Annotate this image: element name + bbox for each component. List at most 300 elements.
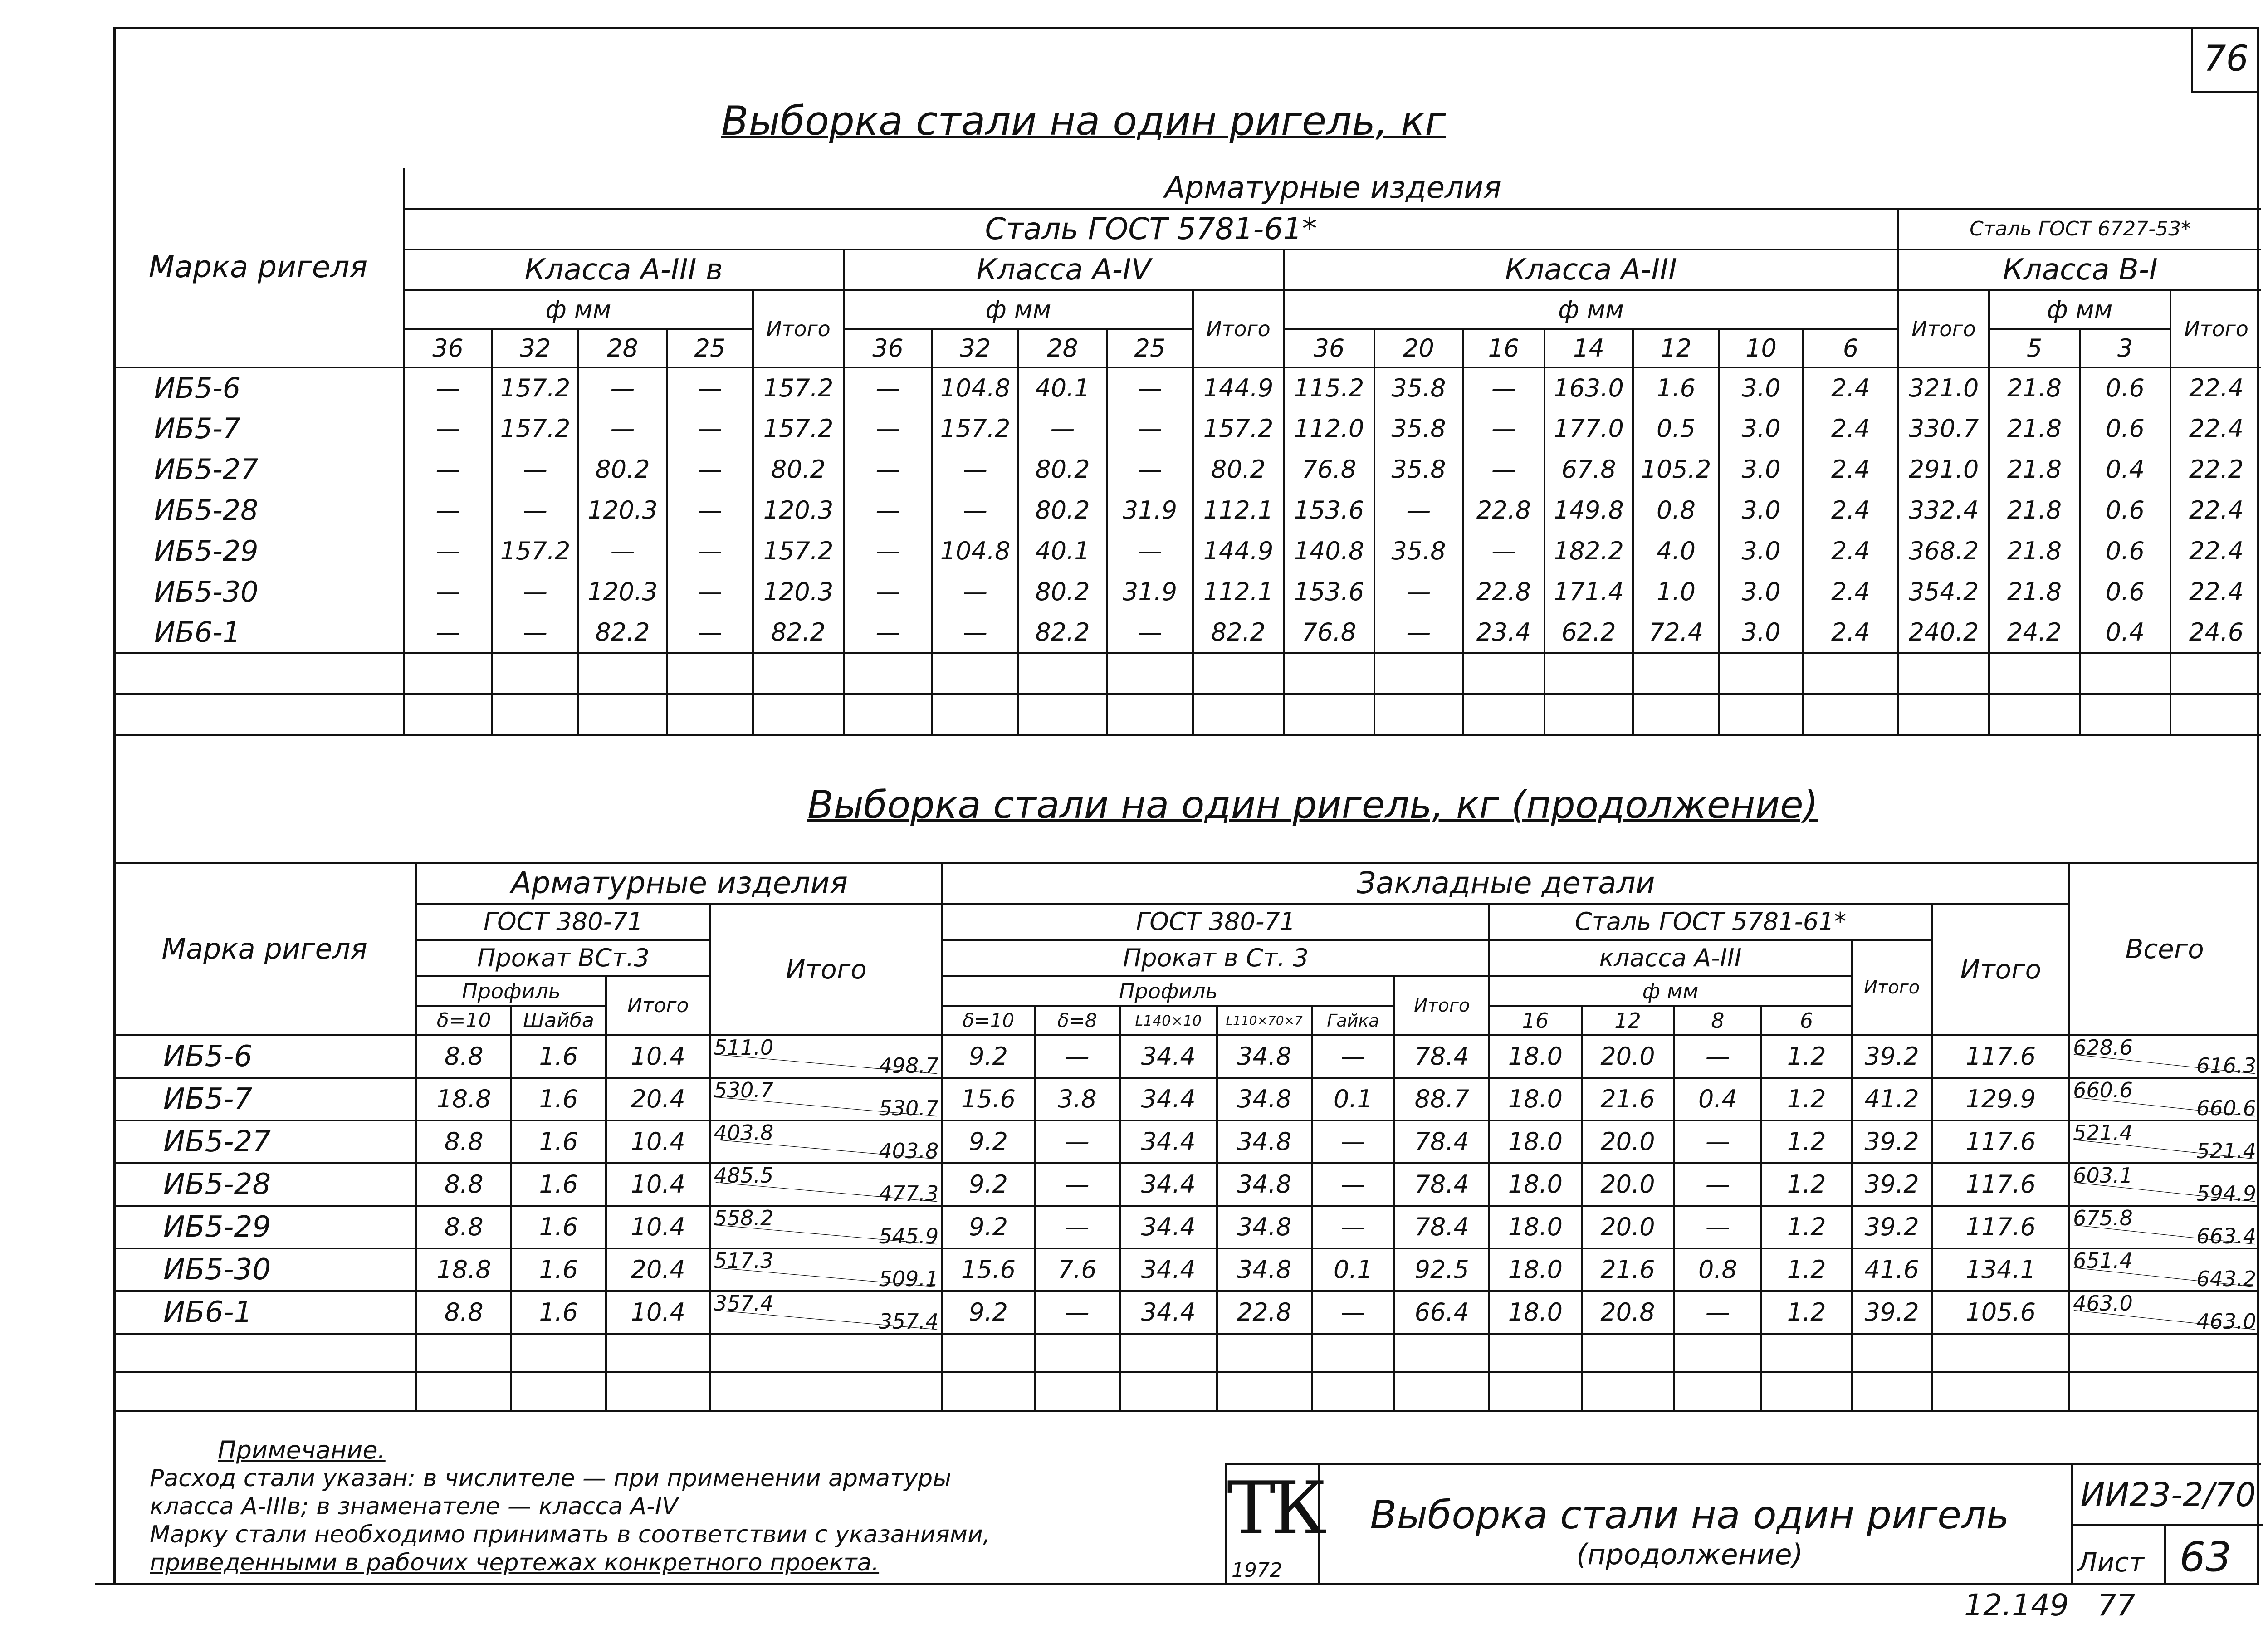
t2-cell: 18.0 <box>1489 1035 1582 1078</box>
t1-cell: 321.0 <box>1898 367 1989 408</box>
t1-cell: — <box>667 531 753 572</box>
t1-empty-cell <box>1284 694 1374 735</box>
t1-cell: 3.0 <box>1719 490 1803 531</box>
t2-cell: — <box>1674 1206 1761 1248</box>
t1-cell: — <box>404 449 492 490</box>
t2-cell: 15.6 <box>942 1248 1035 1291</box>
t1-cell: — <box>404 531 492 572</box>
t2-cell: 1.2 <box>1761 1248 1851 1291</box>
t2-fraction-arm <box>710 1291 943 1334</box>
t2-cell: 1.2 <box>1761 1291 1851 1334</box>
t1-empty-cell <box>932 653 1018 694</box>
t1-row-marka: ИБ5-27 <box>113 449 404 490</box>
t2-empty-cell <box>606 1372 710 1411</box>
t1-cell: 72.4 <box>1633 612 1719 653</box>
t2-empty-cell <box>942 1334 1035 1372</box>
t2-empty-cell <box>1582 1334 1674 1372</box>
t2-cell: — <box>1312 1120 1395 1163</box>
fraction-denominator: 477.3 <box>879 1181 939 1206</box>
t1-cell: 76.8 <box>1284 449 1374 490</box>
t1-col: 32 <box>492 329 578 367</box>
t1-col: 16 <box>1463 329 1545 367</box>
t1-cell: 332.4 <box>1898 490 1989 531</box>
t2-hdr-gost380b: ГОСТ 380-71 <box>942 904 1489 940</box>
t2-empty-cell <box>1852 1334 1932 1372</box>
t1-cell: — <box>667 490 753 531</box>
t1-cell: 0.6 <box>2080 572 2170 612</box>
t2-empty-cell <box>1035 1372 1120 1411</box>
t1-cell: 4.0 <box>1633 531 1719 572</box>
t1-empty-cell <box>1545 694 1633 735</box>
t2-cell: 1.6 <box>511 1291 606 1334</box>
t1-cell: — <box>492 612 578 653</box>
t1-hdr-marka: Марка ригеля <box>113 168 404 367</box>
t2-cell: 1.6 <box>511 1120 606 1163</box>
t2-cell: 1.2 <box>1761 1078 1851 1120</box>
t2-cell: — <box>1312 1291 1395 1334</box>
t2-row <box>113 1248 2259 1291</box>
t1-row <box>113 367 2261 408</box>
note-line-4: приведенными в рабочих чертежах конкретного проекта. <box>150 1549 880 1576</box>
t1-cell: 2.4 <box>1803 449 1898 490</box>
t2-cell: 78.4 <box>1394 1120 1489 1163</box>
t2-cell: 10.4 <box>606 1163 710 1206</box>
t1-empty-cell <box>1463 694 1545 735</box>
fraction-denominator: 509.1 <box>879 1267 939 1291</box>
t1-empty-cell <box>1989 653 2080 694</box>
fraction-numerator: 530.7 <box>714 1078 774 1102</box>
t1-cell: — <box>1463 408 1545 449</box>
t2-cell: 9.2 <box>942 1206 1035 1248</box>
t1-cell: 40.1 <box>1018 531 1107 572</box>
t2-empty-cell <box>1932 1372 2069 1411</box>
t2-cell: 20.0 <box>1582 1035 1674 1078</box>
t1-empty-cell <box>2170 653 2261 694</box>
t2-fraction-vsego <box>2069 1248 2259 1291</box>
t2-empty-cell <box>1394 1334 1489 1372</box>
table1-title: Выборка стали на один ригель, кг <box>721 98 1446 144</box>
t2-cell: 39.2 <box>1852 1035 1932 1078</box>
t1-cell: 3.0 <box>1719 531 1803 572</box>
t1-cell: 120.3 <box>753 490 844 531</box>
stamp-logo: ТК <box>1227 1466 1323 1551</box>
t1-empty-cell <box>1374 653 1463 694</box>
t2-hdr-class: класса А-III <box>1489 940 1852 976</box>
t2-empty-row <box>113 1372 2259 1411</box>
t2-cell: 18.0 <box>1489 1248 1582 1291</box>
t1-cell: — <box>404 367 492 408</box>
t1-cell: 0.5 <box>1633 408 1719 449</box>
t1-cell: — <box>844 490 932 531</box>
t1-cell: 80.2 <box>1018 490 1107 531</box>
t1-cell: 0.6 <box>2080 367 2170 408</box>
t1-cell: 0.4 <box>2080 449 2170 490</box>
t1-cell: 2.4 <box>1803 531 1898 572</box>
t2-cell: 39.2 <box>1852 1206 1932 1248</box>
t1-cell: 82.2 <box>1193 612 1284 653</box>
t1-empty-cell <box>1018 694 1107 735</box>
t1-hdr-class1: Класса А-III в <box>404 250 844 290</box>
t2-cell: 1.6 <box>511 1206 606 1248</box>
t1-col: 25 <box>1107 329 1193 367</box>
t2-col-b: δ=10 <box>942 1006 1035 1035</box>
t1-cell: 177.0 <box>1545 408 1633 449</box>
t1-cell: — <box>1463 367 1545 408</box>
t2-cell: 9.2 <box>942 1291 1035 1334</box>
t2-col-c: 8 <box>1674 1006 1761 1035</box>
t1-cell: 21.8 <box>1989 449 2080 490</box>
t2-col-b: L140×10 <box>1120 1006 1217 1035</box>
t2-cell: 21.6 <box>1582 1078 1674 1120</box>
t1-cell: 120.3 <box>578 572 667 612</box>
t2-cell: 34.8 <box>1217 1035 1312 1078</box>
t2-hdr-profil-b: Профиль <box>942 976 1394 1006</box>
t1-cell: 104.8 <box>932 531 1018 572</box>
stamp-title-1: Выборка стали на один ригель <box>1370 1492 2009 1538</box>
t2-row <box>113 1078 2259 1120</box>
t2-hdr-prokat-b: Прокат в Ст. 3 <box>942 940 1489 976</box>
t2-empty-cell <box>1932 1334 2069 1372</box>
t1-cell: — <box>1374 490 1463 531</box>
t1-cell: 120.3 <box>578 490 667 531</box>
t1-empty-cell <box>753 653 844 694</box>
t2-empty-cell <box>416 1334 511 1372</box>
t1-cell: 2.4 <box>1803 490 1898 531</box>
t1-row <box>113 531 2261 572</box>
t2-cell: 0.4 <box>1674 1078 1761 1120</box>
t2-empty-cell <box>1489 1372 1582 1411</box>
t2-row <box>113 1035 2259 1078</box>
t2-cell: — <box>1674 1163 1761 1206</box>
t1-cell: 3.0 <box>1719 408 1803 449</box>
t1-cell: 354.2 <box>1898 572 1989 612</box>
t1-hdr-arm: Арматурные изделия <box>404 168 2261 209</box>
t1-cell: 31.9 <box>1107 572 1193 612</box>
fraction-denominator: 403.8 <box>879 1139 939 1163</box>
t1-cell: — <box>1107 531 1193 572</box>
t1-row <box>113 572 2261 612</box>
t2-cell: 34.4 <box>1120 1291 1217 1334</box>
t1-empty-cell <box>1193 653 1284 694</box>
t1-cell: 31.9 <box>1107 490 1193 531</box>
t2-cell: 18.0 <box>1489 1291 1582 1334</box>
t1-col: 6 <box>1803 329 1898 367</box>
t1-cell: — <box>844 408 932 449</box>
t2-hdr-profil-a: Профиль <box>416 976 606 1006</box>
t2-cell: 20.0 <box>1582 1206 1674 1248</box>
t1-cell: — <box>844 612 932 653</box>
t1-empty-cell <box>1193 694 1284 735</box>
t1-cell: 40.1 <box>1018 367 1107 408</box>
t2-empty-cell <box>416 1372 511 1411</box>
fraction-numerator: 521.4 <box>2073 1120 2133 1145</box>
t1-empty-cell <box>1463 653 1545 694</box>
note-title: Примечание. <box>218 1436 386 1464</box>
t1-cell: 153.6 <box>1284 490 1374 531</box>
t2-cell: 1.6 <box>511 1078 606 1120</box>
t2-cell-itogo: 117.6 <box>1932 1163 2069 1206</box>
t2-empty-cell <box>1217 1334 1312 1372</box>
t1-cell: — <box>578 408 667 449</box>
t1-cell: 82.2 <box>578 612 667 653</box>
t1-cell: — <box>1374 572 1463 612</box>
t2-col-c: 16 <box>1489 1006 1582 1035</box>
t1-col: 28 <box>1018 329 1107 367</box>
t2-row-marka: ИБ5-7 <box>113 1078 416 1120</box>
t2-empty-cell <box>1674 1372 1761 1411</box>
t2-empty-cell <box>1761 1334 1851 1372</box>
t1-cell: 35.8 <box>1374 408 1463 449</box>
t1-cell: 240.2 <box>1898 612 1989 653</box>
t1-empty-cell <box>1107 694 1193 735</box>
t1-hdr-steel: Сталь ГОСТ 5781-61* <box>404 209 1898 250</box>
t2-cell: — <box>1312 1206 1395 1248</box>
t2-cell: — <box>1035 1035 1120 1078</box>
t2-fraction-vsego <box>2069 1078 2259 1120</box>
t1-cell: 149.8 <box>1545 490 1633 531</box>
fraction-denominator: 498.7 <box>879 1053 939 1078</box>
t2-cell: — <box>1035 1206 1120 1248</box>
t2-hdr-itogo-b: Итого <box>1394 976 1489 1035</box>
t2-row <box>113 1206 2259 1248</box>
t2-row <box>113 1163 2259 1206</box>
t2-cell: 78.4 <box>1394 1163 1489 1206</box>
t1-cell: 291.0 <box>1898 449 1989 490</box>
t1-cell: — <box>667 612 753 653</box>
t2-hdr-gost380a: ГОСТ 380-71 <box>416 904 710 940</box>
t1-cell: 22.8 <box>1463 572 1545 612</box>
t2-hdr-itogo-a2: Итого <box>606 976 710 1035</box>
t1-cell: 24.6 <box>2170 612 2261 653</box>
t2-fraction-arm <box>710 1248 943 1291</box>
t1-cell: 157.2 <box>1193 408 1284 449</box>
t2-empty-cell <box>1217 1372 1312 1411</box>
t1-empty-cell <box>1719 694 1803 735</box>
t2-fraction-vsego <box>2069 1291 2259 1334</box>
t2-empty-cell <box>2069 1334 2259 1372</box>
t2-cell: 9.2 <box>942 1035 1035 1078</box>
t1-col: 32 <box>932 329 1018 367</box>
t2-cell: 8.8 <box>416 1291 511 1334</box>
t2-cell: 8.8 <box>416 1163 511 1206</box>
t2-fraction-arm <box>710 1035 943 1078</box>
t1-empty-cell <box>113 653 404 694</box>
t1-cell: — <box>932 449 1018 490</box>
t2-cell: 39.2 <box>1852 1163 1932 1206</box>
t2-hdr-vsego: Всего <box>2069 863 2259 1035</box>
t2-cell: 39.2 <box>1852 1291 1932 1334</box>
t2-empty-cell <box>710 1372 943 1411</box>
t2-cell: 41.2 <box>1852 1078 1932 1120</box>
t2-cell: 34.8 <box>1217 1206 1312 1248</box>
t2-cell-itogo: 117.6 <box>1932 1206 2069 1248</box>
t2-cell: — <box>1674 1291 1761 1334</box>
t2-empty-cell <box>1761 1372 1851 1411</box>
t2-empty-cell <box>1035 1334 1120 1372</box>
t1-empty-cell <box>1284 653 1374 694</box>
fraction-denominator: 463.0 <box>2196 1309 2256 1334</box>
t2-cell: 88.7 <box>1394 1078 1489 1120</box>
t2-cell: — <box>1312 1163 1395 1206</box>
t2-fraction-arm <box>710 1078 943 1120</box>
t2-cell: 15.6 <box>942 1078 1035 1120</box>
t1-empty-cell <box>667 653 753 694</box>
t2-cell: 34.4 <box>1120 1120 1217 1163</box>
t1-empty-cell <box>2080 653 2170 694</box>
t1-empty-cell <box>1633 694 1719 735</box>
t2-col-a: Шайба <box>511 1006 606 1035</box>
stamp-title-2: (продолжение) <box>1576 1538 1803 1571</box>
t2-cell: 34.4 <box>1120 1248 1217 1291</box>
t2-empty-cell <box>1120 1372 1217 1411</box>
t2-row-marka: ИБ5-27 <box>113 1120 416 1163</box>
t1-cell: 80.2 <box>753 449 844 490</box>
t2-cell: 8.8 <box>416 1120 511 1163</box>
t1-cell: 182.2 <box>1545 531 1633 572</box>
t1-cell: 104.8 <box>932 367 1018 408</box>
t2-row-marka: ИБ5-29 <box>113 1206 416 1248</box>
t1-cell: — <box>667 367 753 408</box>
fraction-numerator: 660.6 <box>2073 1078 2133 1102</box>
fraction-numerator: 628.6 <box>2073 1035 2133 1060</box>
t2-cell: 1.2 <box>1761 1120 1851 1163</box>
t1-cell: — <box>404 612 492 653</box>
t1-col: 36 <box>1284 329 1374 367</box>
t2-cell-itogo: 105.6 <box>1932 1291 2069 1334</box>
fraction-denominator: 663.4 <box>2196 1224 2256 1248</box>
sheet-number-box <box>2191 27 2259 93</box>
t1-cell: — <box>578 367 667 408</box>
t2-cell: 1.2 <box>1761 1163 1851 1206</box>
t2-cell: 8.8 <box>416 1206 511 1248</box>
t2-cell: 34.4 <box>1120 1206 1217 1248</box>
t1-empty-cell <box>578 653 667 694</box>
fraction-denominator: 357.4 <box>879 1309 939 1334</box>
t1-cell: 22.4 <box>2170 531 2261 572</box>
stamp-right <box>2071 1465 2263 1585</box>
t1-cell: — <box>844 572 932 612</box>
fraction-numerator: 517.3 <box>714 1248 774 1273</box>
t2-hdr-marka: Марка ригеля <box>113 863 416 1035</box>
t2-hdr-arm: Арматурные изделия <box>416 863 942 904</box>
t1-cell: — <box>404 408 492 449</box>
t2-fraction-arm <box>710 1163 943 1206</box>
t1-cell: 112.1 <box>1193 572 1284 612</box>
t1-empty-cell <box>404 653 492 694</box>
t1-cell: 330.7 <box>1898 408 1989 449</box>
t2-cell: 18.8 <box>416 1248 511 1291</box>
t1-hdr-class3: Класса А-III <box>1284 250 1898 290</box>
stamp-list-num: 63 <box>2180 1533 2232 1581</box>
t1-cell: 80.2 <box>1193 449 1284 490</box>
t1-cell: — <box>667 572 753 612</box>
t1-cell: 105.2 <box>1633 449 1719 490</box>
t2-hdr-zakl: Закладные детали <box>942 863 2069 904</box>
t2-cell: 1.2 <box>1761 1206 1851 1248</box>
t1-col: 14 <box>1545 329 1633 367</box>
t2-empty-row <box>113 1334 2259 1372</box>
t1-cell: 157.2 <box>492 408 578 449</box>
t1-cell: 153.6 <box>1284 572 1374 612</box>
t1-cell: 35.8 <box>1374 531 1463 572</box>
t2-empty-cell <box>1312 1334 1395 1372</box>
t2-cell: 10.4 <box>606 1291 710 1334</box>
t1-cell: 157.2 <box>753 531 844 572</box>
t1-cell: 35.8 <box>1374 367 1463 408</box>
t1-cell: 21.8 <box>1989 408 2080 449</box>
t1-cell: 23.4 <box>1463 612 1545 653</box>
t1-cell: — <box>1463 531 1545 572</box>
t1-cell: 140.8 <box>1284 531 1374 572</box>
t1-empty-cell <box>1898 694 1989 735</box>
t1-cell: 76.8 <box>1284 612 1374 653</box>
t1-empty-cell <box>667 694 753 735</box>
t1-cell: 163.0 <box>1545 367 1633 408</box>
note-line-2: класса А-IIIв; в знаменателе — класса А-IV <box>150 1493 678 1520</box>
t1-row-marka: ИБ5-7 <box>113 408 404 449</box>
t2-cell: 8.8 <box>416 1035 511 1078</box>
t1-hdr-steel2: Сталь ГОСТ 6727-53* <box>1898 209 2261 250</box>
t1-hdr-phi-4: ф мм <box>1989 290 2170 329</box>
t1-cell: 144.9 <box>1193 367 1284 408</box>
t1-cell: 21.8 <box>1989 572 2080 612</box>
t2-empty-cell <box>1120 1334 1217 1372</box>
t1-cell: 0.8 <box>1633 490 1719 531</box>
t1-cell: 368.2 <box>1898 531 1989 572</box>
t2-empty-cell <box>511 1334 606 1372</box>
t1-empty-cell <box>113 694 404 735</box>
t1-hdr-phi-1: ф мм <box>404 290 753 329</box>
t1-empty-cell <box>753 694 844 735</box>
t1-cell: — <box>492 490 578 531</box>
t2-row-marka: ИБ5-6 <box>113 1035 416 1078</box>
t1-row <box>113 408 2261 449</box>
t2-fraction-arm <box>710 1206 943 1248</box>
t1-cell: — <box>1107 449 1193 490</box>
t1-cell: — <box>492 572 578 612</box>
t2-cell: 1.6 <box>511 1248 606 1291</box>
t2-row <box>113 1120 2259 1163</box>
t2-empty-cell <box>942 1372 1035 1411</box>
t1-empty-cell <box>1989 694 2080 735</box>
t2-cell: 20.4 <box>606 1248 710 1291</box>
t2-fraction-vsego <box>2069 1120 2259 1163</box>
t2-col-b: L110×70×7 <box>1217 1006 1312 1035</box>
t2-empty-cell <box>1852 1372 1932 1411</box>
t1-col: 3 <box>2080 329 2170 367</box>
t1-cell: — <box>844 367 932 408</box>
stamp-title <box>1331 1492 2048 1571</box>
t1-cell: — <box>932 490 1018 531</box>
t1-empty-cell <box>1803 694 1898 735</box>
t2-cell: 20.0 <box>1582 1163 1674 1206</box>
t1-cell: — <box>1107 408 1193 449</box>
t2-cell: 18.8 <box>416 1078 511 1120</box>
fraction-denominator: 616.3 <box>2196 1053 2256 1078</box>
t1-cell: 0.6 <box>2080 531 2170 572</box>
t2-cell: 20.8 <box>1582 1291 1674 1334</box>
t1-cell: — <box>578 531 667 572</box>
t2-col-b: Гайка <box>1312 1006 1395 1035</box>
t2-cell: 18.0 <box>1489 1078 1582 1120</box>
t2-cell: 0.1 <box>1312 1248 1395 1291</box>
t2-cell: 7.6 <box>1035 1248 1120 1291</box>
t2-hdr-itogo-c: Итого <box>1852 940 1932 1035</box>
t1-cell: 1.6 <box>1633 367 1719 408</box>
t2-cell: 1.2 <box>1761 1035 1851 1078</box>
t1-empty-cell <box>1107 653 1193 694</box>
t2-cell: — <box>1035 1291 1120 1334</box>
